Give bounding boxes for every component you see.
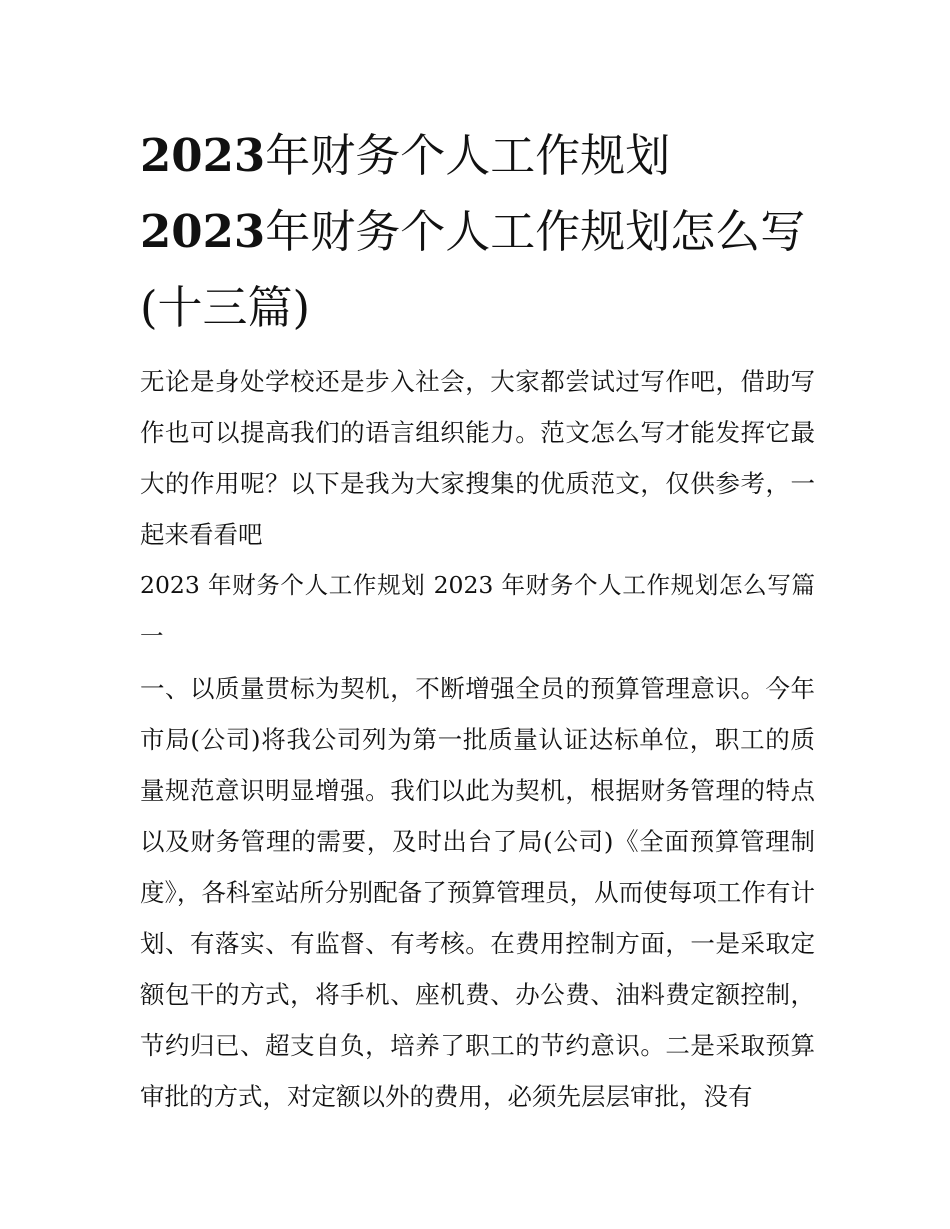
document-title — [140, 118, 815, 346]
intro-paragraph: 无论是身处学校还是步入社会，大家都尝试过写作吧，借助写作也可以提高我们的语言组织能力。范文怎么写才能发挥它最大的作用呢？以下是我为大家搜集的优质范文，仅供参考，一起来看看吧 — [140, 367, 815, 549]
document-content — [140, 118, 815, 1122]
title-year: 2023 — [140, 205, 266, 258]
title-text: 年财务个人工作规划怎么写(十三篇) — [140, 205, 806, 334]
section-heading: 2023 年财务个人工作规划 2023 年财务个人工作规划怎么写篇一 — [140, 571, 815, 650]
title-text: 年财务个人工作规划 — [265, 129, 671, 182]
title-year: 2023 — [140, 129, 266, 182]
body-paragraph: 一、以质量贯标为契机，不断增强全员的预算管理意识。今年市局(公司)将我公司列为第一批质量认证达标单位，职工的质量规范意识明显增强。我们以此为契机，根据财务管理的特点以及财务管理的需要，及时出台了局(公司)《全面预算管理制度》，各科室站所分别配备了预算管理员，从而使每项工作有计划、有落实、有监督、有考核。在费用控制方面，一是采取定额包干的方式，将手机、座机费、办公费、油料费定额控制，节约归已、超支自负，培养了职工的节约意识。二是采取预算审批的方式，对定额以外的费用，必须先层层审批，没有 — [140, 674, 815, 1111]
